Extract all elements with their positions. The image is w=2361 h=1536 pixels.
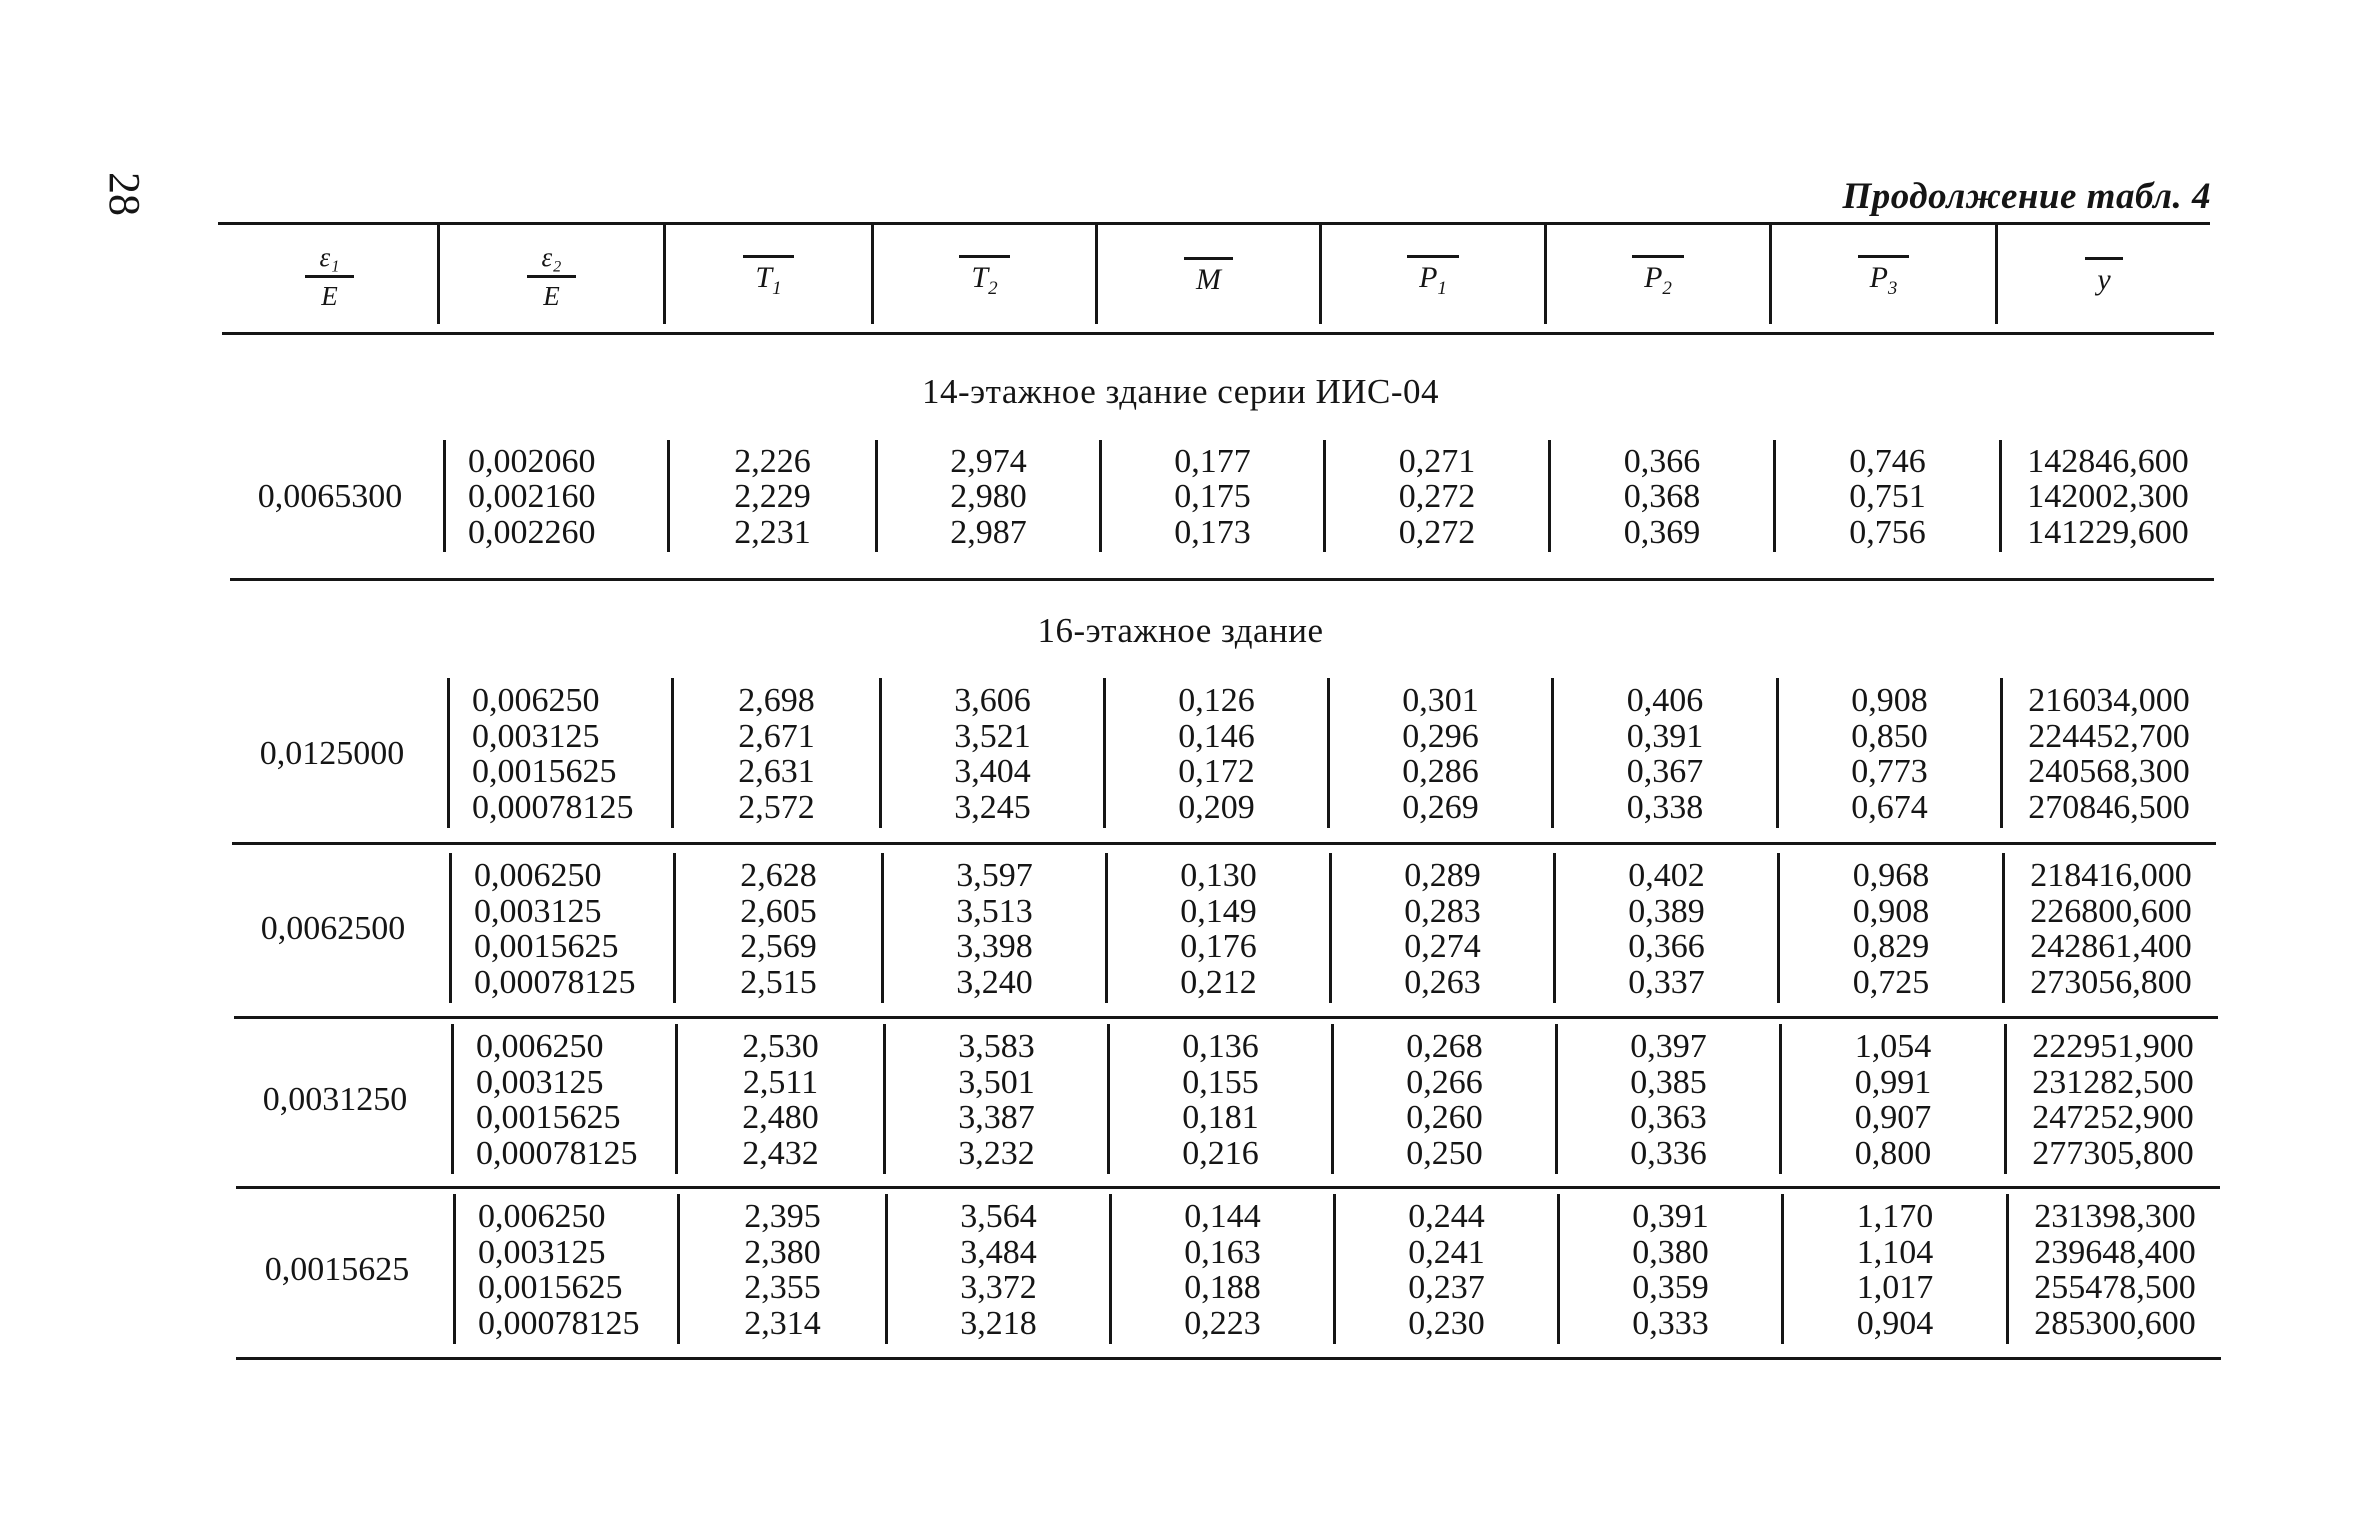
M-value: 0,126 <box>1178 682 1255 719</box>
e2-value: 0,0015625 <box>476 1099 621 1136</box>
symbol: P <box>1644 260 1663 294</box>
e2-value: 0,003125 <box>474 892 602 930</box>
T1-column <box>678 1022 883 1178</box>
T1-value: 2,530 <box>742 1028 819 1065</box>
P1-value: 0,260 <box>1406 1099 1483 1136</box>
P3-value: 0,751 <box>1849 478 1926 516</box>
y-value: 239648,400 <box>2034 1233 2196 1271</box>
symbol-M-bar <box>1184 257 1233 297</box>
T2-value: 3,606 <box>954 682 1031 719</box>
table-group <box>0 676 2361 842</box>
symbol-P2-bar <box>1632 255 1684 300</box>
e2-column <box>446 851 672 1007</box>
T2-value: 3,597 <box>956 857 1033 894</box>
e2-column <box>448 1022 674 1178</box>
M-column <box>1112 1192 1333 1348</box>
T1-value: 2,569 <box>740 928 817 965</box>
e1-key-cell: 0,0031250 <box>262 1081 408 1118</box>
M-column <box>1108 851 1329 1007</box>
T2-value: 3,521 <box>954 717 1031 755</box>
P3-column <box>1780 851 2002 1007</box>
P1-value: 0,272 <box>1398 478 1476 516</box>
e2-value: 0,0015625 <box>474 928 619 965</box>
P1-column <box>1334 1022 1555 1178</box>
header-e1 <box>222 232 437 322</box>
P1-value: 0,286 <box>1402 753 1479 790</box>
T2-value: 3,501 <box>958 1063 1035 1101</box>
P3-value: 0,991 <box>1854 1063 1932 1101</box>
y-value: 247252,900 <box>2032 1099 2194 1136</box>
e2-value: 0,0015625 <box>472 753 617 790</box>
M-value: 0,130 <box>1180 857 1257 894</box>
y-value: 285300,600 <box>2034 1304 2196 1342</box>
e2-column <box>444 676 670 832</box>
M-value: 0,177 <box>1174 442 1251 480</box>
y-column <box>2005 851 2217 1007</box>
table-group <box>0 438 2361 574</box>
e2-value: 0,002260 <box>468 513 596 551</box>
header-P1 <box>1322 232 1544 322</box>
group-bottom-rule <box>230 578 2214 581</box>
T1-value: 2,515 <box>740 963 817 1001</box>
e2-value: 0,006250 <box>478 1198 606 1235</box>
P1-value: 0,263 <box>1404 963 1481 1001</box>
M-value: 0,181 <box>1182 1099 1259 1136</box>
P2-value: 0,385 <box>1630 1063 1707 1101</box>
P1-value: 0,241 <box>1408 1233 1485 1271</box>
y-value: 277305,800 <box>2032 1134 2194 1172</box>
y-value: 222951,900 <box>2032 1028 2194 1065</box>
symbol: P <box>1419 260 1438 294</box>
P3-value: 1,104 <box>1856 1233 1934 1271</box>
P3-column <box>1776 438 1999 556</box>
fraction-denominator: E <box>321 281 338 311</box>
subscript: 3 <box>1887 277 1898 299</box>
T2-column <box>884 851 1105 1007</box>
header-P2 <box>1547 232 1769 322</box>
header-T1 <box>666 232 871 322</box>
T1-value: 2,605 <box>740 892 817 930</box>
e2-value: 0,003125 <box>472 717 600 755</box>
e2-column <box>450 1192 676 1348</box>
M-value: 0,149 <box>1180 892 1257 930</box>
T1-column <box>680 1192 885 1348</box>
P3-value: 0,800 <box>1854 1134 1932 1172</box>
P1-value: 0,230 <box>1408 1304 1485 1342</box>
M-value: 0,146 <box>1178 717 1255 755</box>
T2-value: 3,218 <box>960 1304 1037 1342</box>
T2-column <box>888 1192 1109 1348</box>
e2-value: 0,006250 <box>472 682 600 719</box>
T1-value: 2,511 <box>742 1063 819 1101</box>
M-value: 0,209 <box>1178 788 1255 826</box>
e2-value: 0,003125 <box>478 1233 606 1271</box>
symbol: y <box>2097 263 2111 296</box>
P2-value: 0,368 <box>1623 478 1701 516</box>
T2-value: 3,372 <box>960 1269 1037 1306</box>
e1-key-cell: 0,0015625 <box>264 1251 410 1288</box>
y-value: 142002,300 <box>2027 478 2189 516</box>
T2-column <box>882 676 1103 832</box>
P1-value: 0,244 <box>1408 1198 1485 1235</box>
T2-value: 2,987 <box>950 513 1027 551</box>
P3-value: 0,968 <box>1852 857 1930 894</box>
P3-value: 0,746 <box>1849 442 1926 480</box>
P1-value: 0,269 <box>1402 788 1479 826</box>
T1-value: 2,395 <box>744 1198 821 1235</box>
subscript: 1 <box>772 277 782 299</box>
P2-value: 0,380 <box>1632 1233 1709 1271</box>
P1-value: 0,272 <box>1398 513 1476 551</box>
T1-value: 2,355 <box>744 1269 821 1306</box>
M-column <box>1102 438 1323 556</box>
symbol: P <box>1869 260 1888 294</box>
P3-column <box>1784 1192 2006 1348</box>
e2-value: 0,00078125 <box>474 963 636 1001</box>
P1-column <box>1336 1192 1557 1348</box>
P1-value: 0,283 <box>1404 892 1481 930</box>
P2-value: 0,333 <box>1632 1304 1709 1342</box>
T2-value: 2,974 <box>950 442 1027 480</box>
subscript: 1 <box>1437 277 1447 299</box>
symbol-P1-bar <box>1407 255 1459 300</box>
P2-value: 0,397 <box>1630 1028 1707 1065</box>
P3-value: 0,904 <box>1856 1304 1934 1342</box>
M-value: 0,175 <box>1174 478 1251 516</box>
T1-value: 2,480 <box>742 1099 819 1136</box>
e1-key-cell: 0,0065300 <box>257 478 403 515</box>
section-title: 14-этажное здание серии ИИС-04 <box>921 372 1440 411</box>
symbol: M <box>1196 263 1221 296</box>
P3-value: 0,773 <box>1851 753 1928 790</box>
symbol-T1-bar <box>743 255 793 300</box>
T2-value: 3,404 <box>954 753 1031 790</box>
T2-value: 3,398 <box>956 928 1033 965</box>
header-T2 <box>874 232 1095 322</box>
T1-value: 2,698 <box>738 682 815 719</box>
header-e2 <box>440 232 663 322</box>
M-value: 0,136 <box>1182 1028 1259 1065</box>
T2-value: 3,232 <box>958 1134 1035 1172</box>
T1-value: 2,226 <box>734 442 811 480</box>
P2-value: 0,366 <box>1628 928 1705 965</box>
P3-value: 0,850 <box>1851 717 1928 755</box>
P3-value: 0,908 <box>1852 892 1930 930</box>
symbol-P3-bar <box>1858 255 1910 300</box>
P2-column <box>1558 1022 1779 1178</box>
P2-value: 0,391 <box>1632 1198 1709 1235</box>
P2-column <box>1554 676 1776 832</box>
y-value: 273056,800 <box>2030 963 2192 1001</box>
P1-column <box>1330 676 1551 832</box>
T1-value: 2,671 <box>738 717 815 755</box>
P1-value: 0,266 <box>1406 1063 1483 1101</box>
T1-value: 2,314 <box>744 1304 821 1342</box>
table-group <box>0 1192 2361 1358</box>
e2-value: 0,002060 <box>468 442 596 480</box>
table-group <box>0 851 2361 1017</box>
fraction-e2-over-E <box>527 242 575 312</box>
P1-column <box>1326 438 1548 556</box>
T2-value: 3,484 <box>960 1233 1037 1271</box>
P1-value: 0,237 <box>1408 1269 1485 1306</box>
P2-value: 0,406 <box>1626 682 1704 719</box>
P3-value: 0,725 <box>1852 963 1930 1001</box>
e2-column <box>440 438 666 556</box>
e2-value: 0,0015625 <box>478 1269 623 1306</box>
P1-value: 0,301 <box>1402 682 1479 719</box>
T1-value: 2,380 <box>744 1233 821 1271</box>
e2-value: 0,006250 <box>474 857 602 894</box>
P1-value: 0,268 <box>1406 1028 1483 1065</box>
M-value: 0,188 <box>1184 1269 1261 1306</box>
P2-column <box>1560 1192 1781 1348</box>
P2-value: 0,366 <box>1623 442 1701 480</box>
P3-value: 1,054 <box>1854 1028 1932 1065</box>
y-value: 231282,500 <box>2032 1063 2194 1101</box>
P3-value: 0,674 <box>1851 788 1928 826</box>
P2-value: 0,369 <box>1623 513 1701 551</box>
header-y <box>1998 232 2210 322</box>
fraction-numerator: ε₂ <box>527 242 575 278</box>
section-title: 16-этажное здание <box>1037 611 1324 650</box>
e1-key-cell: 0,0125000 <box>259 735 405 772</box>
M-value: 0,172 <box>1178 753 1255 790</box>
e2-value: 0,003125 <box>476 1063 604 1101</box>
P1-value: 0,289 <box>1404 857 1481 894</box>
P2-column <box>1556 851 1777 1007</box>
P2-value: 0,359 <box>1632 1269 1709 1306</box>
P3-value: 0,756 <box>1849 513 1926 551</box>
P3-value: 0,907 <box>1854 1099 1932 1136</box>
T2-column <box>878 438 1099 556</box>
P2-column <box>1551 438 1773 556</box>
P3-value: 0,829 <box>1852 928 1930 965</box>
table-group <box>0 1022 2361 1188</box>
M-value: 0,173 <box>1174 513 1251 551</box>
y-value: 216034,000 <box>2028 682 2190 719</box>
e2-value: 0,00078125 <box>478 1304 640 1342</box>
header-P3 <box>1772 232 1995 322</box>
e2-value: 0,00078125 <box>476 1134 638 1172</box>
group-bottom-rule <box>236 1186 2220 1189</box>
P1-value: 0,274 <box>1404 928 1481 965</box>
subscript: 2 <box>1662 277 1672 299</box>
table-top-rule <box>218 222 2210 225</box>
T1-column <box>676 851 881 1007</box>
P2-value: 0,391 <box>1626 717 1704 755</box>
group-bottom-rule <box>234 1016 2218 1019</box>
y-column <box>2003 676 2215 832</box>
P1-value: 0,271 <box>1398 442 1476 480</box>
e2-value: 0,002160 <box>468 478 596 516</box>
P3-value: 1,017 <box>1856 1269 1934 1306</box>
P2-value: 0,402 <box>1628 857 1705 894</box>
y-column <box>2002 438 2214 556</box>
T1-column <box>670 438 875 556</box>
T2-value: 3,564 <box>960 1198 1037 1235</box>
T1-value: 2,432 <box>742 1134 819 1172</box>
y-column <box>2007 1022 2219 1178</box>
T1-value: 2,628 <box>740 857 817 894</box>
M-value: 0,216 <box>1182 1134 1259 1172</box>
T2-value: 3,387 <box>958 1099 1035 1136</box>
T2-value: 3,245 <box>954 788 1031 826</box>
symbol: T <box>755 260 773 294</box>
T1-value: 2,231 <box>734 513 811 551</box>
y-value: 226800,600 <box>2030 892 2192 930</box>
y-value: 231398,300 <box>2034 1198 2196 1235</box>
P2-value: 0,363 <box>1630 1099 1707 1136</box>
P3-column <box>1779 676 2000 832</box>
T2-column <box>886 1022 1107 1178</box>
P3-value: 0,908 <box>1851 682 1928 719</box>
P1-value: 0,250 <box>1406 1134 1483 1172</box>
y-column <box>2009 1192 2221 1348</box>
y-value: 218416,000 <box>2030 857 2192 894</box>
table-caption: Продолжение табл. 4 <box>1842 176 2211 217</box>
T1-column <box>674 676 879 832</box>
e1-key-cell: 0,0062500 <box>260 910 406 947</box>
P3-column <box>1782 1022 2004 1178</box>
M-column <box>1106 676 1327 832</box>
y-value: 141229,600 <box>2027 513 2189 551</box>
M-value: 0,176 <box>1180 928 1257 965</box>
e2-value: 0,006250 <box>476 1028 604 1065</box>
P2-value: 0,337 <box>1628 963 1705 1001</box>
P1-value: 0,296 <box>1402 717 1479 755</box>
subscript: 2 <box>988 277 998 299</box>
y-value: 142846,600 <box>2027 442 2189 480</box>
header-bottom-rule <box>222 332 2214 335</box>
header-M <box>1098 232 1319 322</box>
y-value: 240568,300 <box>2028 753 2190 790</box>
T2-value: 3,240 <box>956 963 1033 1001</box>
group-bottom-rule <box>232 842 2216 845</box>
T1-value: 2,229 <box>734 478 811 516</box>
e2-value: 0,00078125 <box>472 788 634 826</box>
M-value: 0,223 <box>1184 1304 1261 1342</box>
M-value: 0,163 <box>1184 1233 1261 1271</box>
fraction-denominator: E <box>543 281 560 311</box>
M-value: 0,155 <box>1182 1063 1259 1101</box>
y-value: 270846,500 <box>2028 788 2190 826</box>
y-value: 242861,400 <box>2030 928 2192 965</box>
T2-value: 2,980 <box>950 478 1027 516</box>
y-value: 255478,500 <box>2034 1269 2196 1306</box>
T2-value: 3,583 <box>958 1028 1035 1065</box>
T2-value: 3,513 <box>956 892 1033 930</box>
P2-value: 0,336 <box>1630 1134 1707 1172</box>
page-number: 28 <box>100 172 149 216</box>
T1-value: 2,631 <box>738 753 815 790</box>
symbol: T <box>971 260 989 294</box>
M-value: 0,144 <box>1184 1198 1261 1235</box>
P2-value: 0,338 <box>1626 788 1704 826</box>
symbol-T2-bar <box>959 255 1009 300</box>
symbol-y-bar <box>2085 257 2122 297</box>
T1-value: 2,572 <box>738 788 815 826</box>
table-bottom-rule <box>236 1357 2221 1360</box>
y-value: 224452,700 <box>2028 717 2190 755</box>
M-column <box>1110 1022 1331 1178</box>
P2-value: 0,367 <box>1626 753 1704 790</box>
P1-column <box>1332 851 1553 1007</box>
P2-value: 0,389 <box>1628 892 1705 930</box>
fraction-e1-over-E <box>305 242 353 312</box>
M-value: 0,212 <box>1180 963 1257 1001</box>
P3-value: 1,170 <box>1856 1198 1934 1235</box>
fraction-numerator: ε₁ <box>305 242 353 278</box>
